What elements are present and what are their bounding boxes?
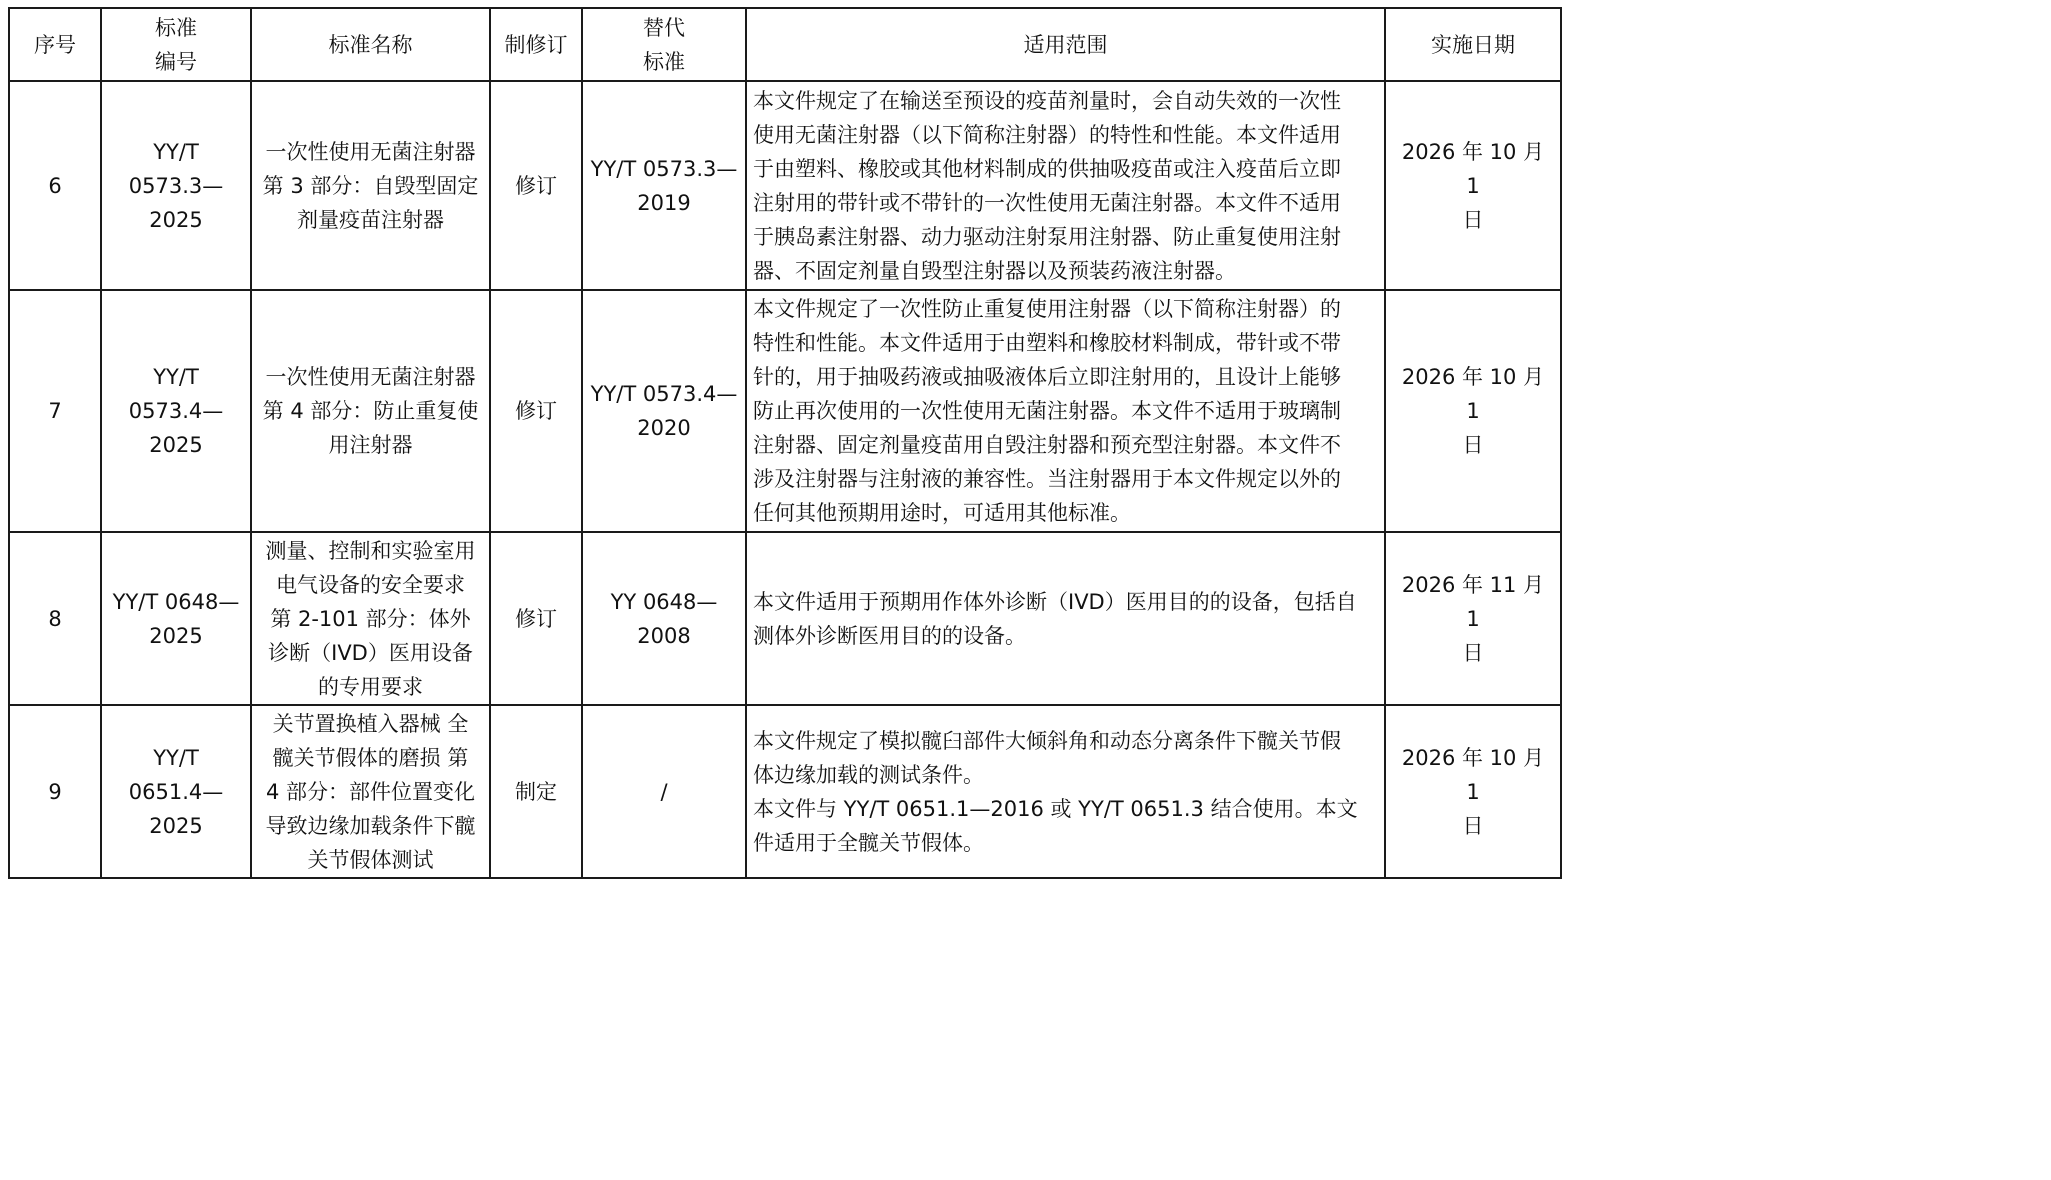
cell-date-line: 日: [1462, 813, 1484, 838]
cell-scope-line: 使用无菌注射器（以下简称注射器）的特性和性能。本文件适用: [753, 122, 1341, 147]
cell-scope: [746, 81, 1385, 290]
cell-revise: 修订: [490, 532, 582, 705]
cell-date: [1385, 81, 1561, 290]
cell-scope-line: 于胰岛素注射器、动力驱动注射泵用注射器、防止重复使用注射: [753, 224, 1341, 249]
cell-code-line: 2025: [149, 813, 203, 838]
cell-replace: [582, 290, 746, 532]
cell-scope-line: 于由塑料、橡胶或其他材料制成的供抽吸疫苗或注入疫苗后立即: [753, 156, 1341, 181]
cell-code: [101, 290, 251, 532]
cell-replace: [582, 81, 746, 290]
cell-seq: 8: [9, 532, 101, 705]
cell-date-line: 2026 年 10 月 1: [1401, 139, 1545, 198]
header-revise: 制修订: [490, 8, 582, 81]
cell-name-line: 髋关节假体的磨损 第: [272, 745, 469, 770]
cell-code: [101, 81, 251, 290]
cell-name-line: 关节置换植入器械 全: [272, 711, 469, 736]
table-row: [9, 81, 1561, 290]
cell-date-line: 日: [1462, 640, 1484, 665]
cell-scope: [746, 290, 1385, 532]
cell-code-line: YY/T: [153, 139, 199, 164]
cell-seq: 6: [9, 81, 101, 290]
cell-code: [101, 705, 251, 878]
cell-name-line: 一次性使用无菌注射器: [265, 139, 476, 164]
cell-date-line: 2026 年 10 月 1: [1401, 745, 1545, 804]
cell-scope: [746, 532, 1385, 705]
cell-replace-line: 2020: [637, 416, 691, 440]
cell-name-line: 诊断（IVD）医用设备: [268, 640, 473, 665]
cell-seq: 7: [9, 290, 101, 532]
cell-code-line: 2025: [149, 623, 203, 648]
cell-name-line: 测量、控制和实验室用: [265, 538, 476, 563]
cell-name: [251, 705, 490, 878]
cell-code-line: 0651.4—: [128, 779, 224, 804]
cell-replace-line: 2008: [637, 623, 691, 648]
cell-name: [251, 532, 490, 705]
cell-scope-line: 防止再次使用的一次性使用无菌注射器。本文件不适用于玻璃制: [753, 399, 1341, 423]
cell-name-line: 导致边缘加载条件下髋: [265, 813, 476, 838]
cell-scope-line: 任何其他预期用途时，可适用其他标准。: [753, 501, 1131, 525]
cell-date: [1385, 532, 1561, 705]
header-scope: 适用范围: [746, 8, 1385, 81]
cell-scope-line: 本文件规定了一次性防止重复使用注射器（以下简称注射器）的: [753, 297, 1341, 321]
cell-replace-line: YY/T 0573.3—: [590, 156, 738, 181]
cell-scope-line: 本文件与 YY/T 0651.1—2016 或 YY/T 0651.3 结合使用。本文: [753, 796, 1358, 821]
cell-code-line: 2025: [149, 433, 203, 457]
cell-replace: [582, 532, 746, 705]
cell-scope-line: 注射用的带针或不带针的一次性使用无菌注射器。本文件不适用: [753, 190, 1341, 215]
header-seq: 序号: [9, 8, 101, 81]
cell-code-line: 0573.4—: [128, 399, 224, 423]
cell-date-line: 2026 年 11 月 1: [1401, 572, 1545, 631]
cell-date-line: 日: [1462, 433, 1484, 457]
cell-scope-line: 器、不固定剂量自毁型注射器以及预装药液注射器。: [753, 258, 1236, 283]
table-body: [9, 81, 1561, 878]
cell-scope-line: 涉及注射器与注射液的兼容性。当注射器用于本文件规定以外的: [753, 467, 1341, 491]
cell-name: [251, 81, 490, 290]
cell-replace-line: YY 0648—: [610, 589, 718, 614]
cell-code-line: YY/T 0648—: [112, 589, 240, 614]
header-date: 实施日期: [1385, 8, 1561, 81]
cell-code-line: YY/T: [153, 365, 199, 389]
cell-code-line: YY/T: [153, 745, 199, 770]
cell-seq: 9: [9, 705, 101, 878]
cell-name-line: 一次性使用无菌注射器: [265, 365, 476, 389]
cell-date: [1385, 290, 1561, 532]
cell-scope-line: 注射器、固定剂量疫苗用自毁注射器和预充型注射器。本文件不: [753, 433, 1341, 457]
cell-scope-line: 特性和性能。本文件适用于由塑料和橡胶材料制成，带针或不带: [753, 331, 1341, 355]
cell-code-line: 0573.3—: [128, 173, 224, 198]
cell-scope: [746, 705, 1385, 878]
cell-name-line: 第 2-101 部分：体外: [270, 606, 471, 631]
cell-name-line: 第 3 部分：自毁型固定: [262, 173, 479, 198]
cell-date-line: 2026 年 10 月 1: [1401, 365, 1545, 423]
cell-replace: [582, 705, 746, 878]
cell-name-line: 电气设备的安全要求: [276, 572, 465, 597]
cell-scope-line: 针的，用于抽吸药液或抽吸液体后立即注射用的，且设计上能够: [753, 365, 1341, 389]
cell-replace-line: /: [660, 779, 668, 804]
cell-revise: 修订: [490, 81, 582, 290]
cell-name: [251, 290, 490, 532]
cell-scope-line: 本文件规定了模拟髋臼部件大倾斜角和动态分离条件下髋关节假: [753, 728, 1341, 753]
cell-revise: 制定: [490, 705, 582, 878]
header-row: [9, 8, 1561, 81]
cell-scope-line: 体边缘加载的测试条件。: [753, 762, 984, 787]
cell-code-line: 2025: [149, 207, 203, 232]
cell-name-line: 剂量疫苗注射器: [297, 207, 444, 232]
table-row: [9, 532, 1561, 705]
cell-scope-line: 本文件适用于预期用作体外诊断（IVD）医用目的的设备，包括自: [753, 589, 1357, 614]
cell-replace-line: YY/T 0573.4—: [590, 382, 738, 406]
cell-name-line: 4 部分：部件位置变化: [265, 779, 476, 804]
cell-date: [1385, 705, 1561, 878]
standards-table: [8, 7, 1562, 879]
header-name: 标准名称: [251, 8, 490, 81]
cell-code: [101, 532, 251, 705]
cell-scope-line: 本文件规定了在输送至预设的疫苗剂量时，会自动失效的一次性: [753, 88, 1341, 113]
cell-replace-line: 2019: [637, 190, 691, 215]
cell-name-line: 第 4 部分：防止重复使: [262, 399, 479, 423]
table-row: [9, 290, 1561, 532]
cell-scope-line: 测体外诊断医用目的的设备。: [753, 623, 1026, 648]
cell-name-line: 的专用要求: [318, 674, 423, 699]
cell-name-line: 用注射器: [328, 433, 413, 457]
cell-name-line: 关节假体测试: [307, 847, 434, 872]
cell-revise: 修订: [490, 290, 582, 532]
table-row: [9, 705, 1561, 878]
cell-date-line: 日: [1462, 207, 1484, 232]
header-replace: 替代 标准: [582, 8, 746, 81]
cell-scope-line: 件适用于全髋关节假体。: [753, 830, 984, 855]
header-code: 标准 编号: [101, 8, 251, 81]
